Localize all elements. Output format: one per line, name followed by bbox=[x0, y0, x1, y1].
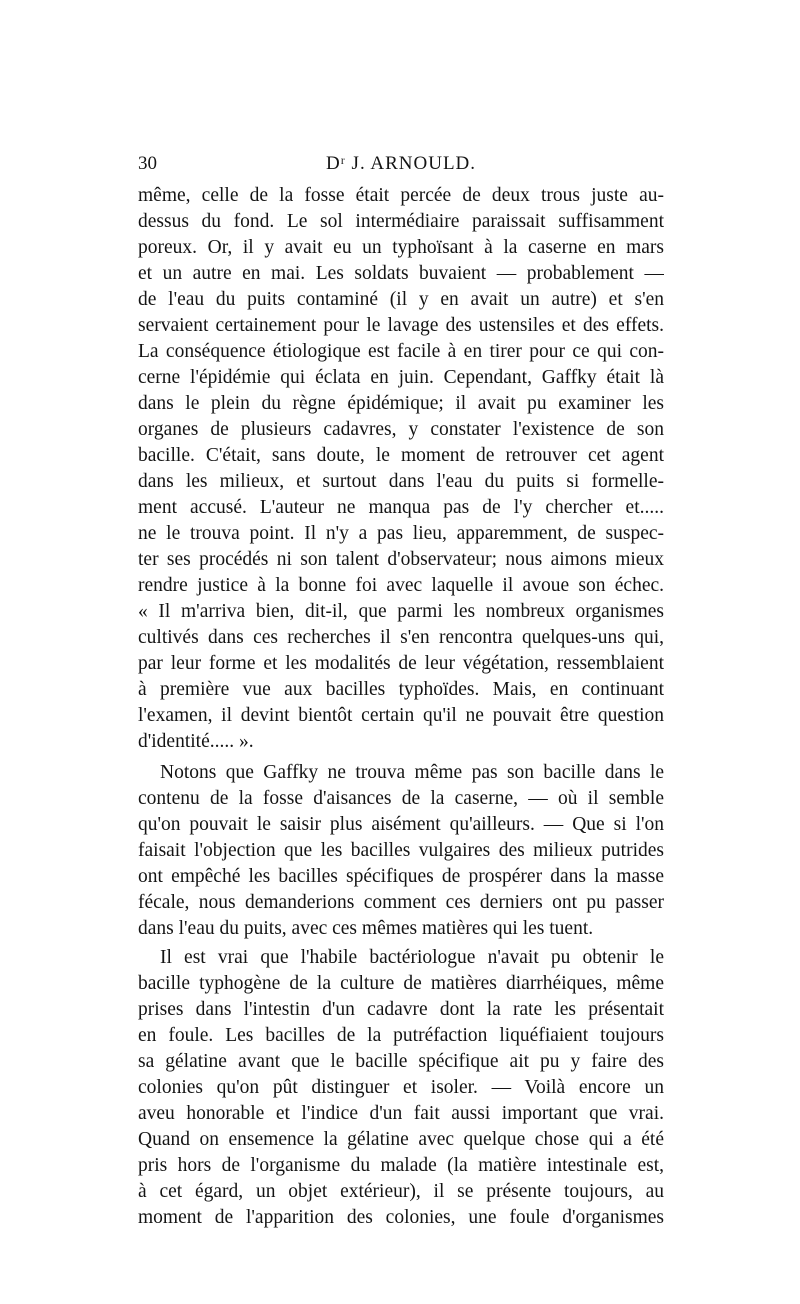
text-line: fécale, nous demanderions comment ces derniers ont pu passer bbox=[138, 892, 664, 913]
text-line: prises dans l'intestin d'un cadavre dont la rate les présentait bbox=[138, 999, 664, 1020]
running-head: Dʳ J. ARNOULD. bbox=[325, 153, 477, 174]
text-line: à cet égard, un objet extérieur), il se présente toujours, au bbox=[138, 1181, 664, 1202]
text-line: Quand on ensemence la gélatine avec quelque chose qui a été bbox=[138, 1129, 664, 1150]
text-line: par leur forme et les modalités de leur végétation, ressemblaient bbox=[138, 653, 664, 674]
text-line: « Il m'arriva bien, dit-il, que parmi les nombreux organismes bbox=[138, 601, 664, 622]
text-line: dessus du fond. Le sol intermédiaire paraissait suffisamment bbox=[138, 211, 664, 232]
paragraph-start-line: Il est vrai que l'habile bactériologue n'avait pu obtenir le bbox=[160, 947, 664, 968]
text-line: dans le plein du règne épidémique; il avait pu examiner les bbox=[138, 393, 664, 414]
text-line: contenu de la fosse d'aisances de la caserne, — où il semble bbox=[138, 788, 664, 809]
text-line: bacille. C'était, sans doute, le moment de retrouver cet agent bbox=[138, 445, 664, 466]
text-line: dans l'eau du puits, avec ces mêmes matières qui les tuent. bbox=[138, 918, 594, 939]
text-line: ter ses procédés ni son talent d'observateur; nous aimons mieux bbox=[138, 549, 664, 570]
text-line: faisait l'objection que les bacilles vulgaires des milieux putrides bbox=[138, 840, 664, 861]
text-line: dans les milieux, et surtout dans l'eau du puits si formelle- bbox=[138, 471, 664, 492]
text-line: rendre justice à la bonne foi avec laquelle il avoue son échec. bbox=[138, 575, 664, 596]
text-line: ment accusé. L'auteur ne manqua pas de l'y chercher et..... bbox=[138, 497, 664, 518]
text-line: et un autre en mai. Les soldats buvaient — probablement — bbox=[138, 263, 664, 284]
text-line: moment de l'apparition des colonies, une foule d'organismes bbox=[138, 1207, 664, 1228]
text-line: l'examen, il devint bientôt certain qu'il ne pouvait être question bbox=[138, 705, 664, 726]
text-line: aveu honorable et l'indice d'un fait aussi important que vrai. bbox=[138, 1103, 664, 1124]
text-line: d'identité..... ». bbox=[138, 731, 254, 752]
paragraph-start-line: Notons que Gaffky ne trouva même pas son bacille dans le bbox=[160, 762, 664, 783]
text-line: bacille typhogène de la culture de matières diarrhéiques, même bbox=[138, 973, 664, 994]
page-header bbox=[138, 153, 664, 179]
text-line: organes de plusieurs cadavres, y constater l'existence de son bbox=[138, 419, 664, 440]
text-line: cultivés dans ces recherches il s'en rencontra quelques-uns qui, bbox=[138, 627, 664, 648]
text-line: servaient certainement pour le lavage des ustensiles et des effets. bbox=[138, 315, 664, 336]
text-line: cerne l'épidémie qui éclata en juin. Cependant, Gaffky était là bbox=[138, 367, 664, 388]
page-number: 30 bbox=[138, 153, 157, 174]
text-line: ne le trouva point. Il n'y a pas lieu, apparemment, de suspec- bbox=[138, 523, 664, 544]
text-line: de l'eau du puits contaminé (il y en avait un autre) et s'en bbox=[138, 289, 664, 310]
text-line: même, celle de la fosse était percée de deux trous juste au- bbox=[138, 185, 664, 206]
text-line: sa gélatine avant que le bacille spécifique ait pu y faire des bbox=[138, 1051, 664, 1072]
text-line: ont empêché les bacilles spécifiques de prospérer dans la masse bbox=[138, 866, 664, 887]
text-line: à première vue aux bacilles typhoïdes. Mais, en continuant bbox=[138, 679, 664, 700]
text-line: colonies qu'on pût distinguer et isoler. — Voilà encore un bbox=[138, 1077, 664, 1098]
text-line: La conséquence étiologique est facile à en tirer pour ce qui con- bbox=[138, 341, 664, 362]
text-line: pris hors de l'organisme du malade (la matière intestinale est, bbox=[138, 1155, 664, 1176]
text-line: qu'on pouvait le saisir plus aisément qu'ailleurs. — Que si l'on bbox=[138, 814, 664, 835]
text-line: en foule. Les bacilles de la putréfaction liquéfiaient toujours bbox=[138, 1025, 664, 1046]
text-line: poreux. Or, il y avait eu un typhoïsant à la caserne en mars bbox=[138, 237, 664, 258]
